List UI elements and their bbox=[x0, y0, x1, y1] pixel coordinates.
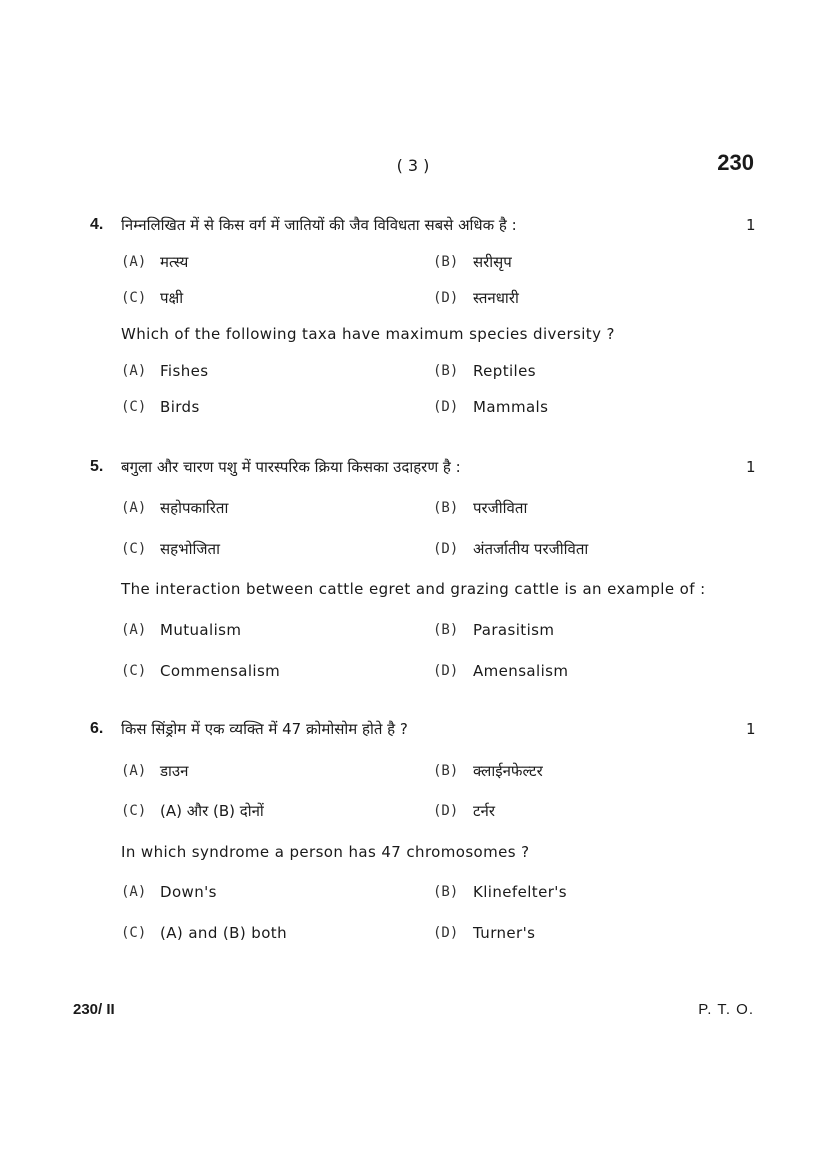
option-label-b: (B) bbox=[433, 363, 459, 379]
option-a-english: Mutualism bbox=[160, 621, 242, 639]
question-marks: 1 bbox=[746, 458, 756, 476]
option-b-hindi: सरीसृप bbox=[473, 253, 512, 271]
option-label-a: (A) bbox=[121, 622, 147, 638]
option-d-english: Turner's bbox=[473, 924, 536, 942]
option-label-c: (C) bbox=[121, 290, 147, 306]
option-c-hindi: पक्षी bbox=[160, 289, 184, 307]
option-label-b: (B) bbox=[433, 622, 459, 638]
option-label-d: (D) bbox=[433, 399, 459, 415]
question-marks: 1 bbox=[746, 720, 756, 738]
option-label-a: (A) bbox=[121, 500, 147, 516]
question-text-hindi: बगुला और चारण पशु में पारस्परिक क्रिया किसका उदाहरण है : bbox=[121, 458, 461, 476]
option-d-hindi: टर्नर bbox=[473, 802, 496, 820]
option-a-hindi: सहोपकारिता bbox=[160, 499, 229, 517]
option-label-c: (C) bbox=[121, 925, 147, 941]
option-b-english: Reptiles bbox=[473, 362, 536, 380]
option-label-a: (A) bbox=[121, 884, 147, 900]
option-c-english: Birds bbox=[160, 398, 200, 416]
question-text-hindi: किस सिंड्रोम में एक व्यक्ति में 47 क्रोमोसोम होते है ? bbox=[121, 720, 408, 738]
option-c-hindi: (A) और (B) दोनों bbox=[160, 802, 264, 820]
option-b-hindi: क्लाईनफेल्टर bbox=[473, 762, 543, 780]
page-number: ( 3 ) bbox=[396, 156, 430, 175]
option-label-b: (B) bbox=[433, 254, 459, 270]
option-c-hindi: सहभोजिता bbox=[160, 540, 220, 558]
option-a-hindi: मत्स्य bbox=[160, 253, 189, 271]
option-label-d: (D) bbox=[433, 541, 459, 557]
option-a-english: Fishes bbox=[160, 362, 209, 380]
question-text-english: Which of the following taxa have maximum species diversity ? bbox=[121, 325, 615, 343]
option-c-english: Commensalism bbox=[160, 662, 281, 680]
question-text-english: In which syndrome a person has 47 chromosomes ? bbox=[121, 843, 530, 861]
option-b-english: Klinefelter's bbox=[473, 883, 567, 901]
option-label-d: (D) bbox=[433, 925, 459, 941]
footer-pto: P. T. O. bbox=[698, 1001, 754, 1018]
option-a-hindi: डाउन bbox=[160, 762, 189, 780]
option-d-english: Mammals bbox=[473, 398, 549, 416]
option-label-a: (A) bbox=[121, 254, 147, 270]
question-text-hindi: निम्नलिखित में से किस वर्ग में जातियों की जैव विविधता सबसे अधिक है : bbox=[121, 216, 517, 234]
question-number: 5. bbox=[90, 458, 104, 475]
option-d-hindi: स्तनधारी bbox=[473, 289, 519, 307]
question-text-english: The interaction between cattle egret and grazing cattle is an example of : bbox=[121, 580, 706, 598]
footer-paper-code: 230/ II bbox=[73, 1001, 115, 1018]
option-label-a: (A) bbox=[121, 763, 147, 779]
option-label-d: (D) bbox=[433, 803, 459, 819]
question-number: 6. bbox=[90, 720, 104, 737]
option-a-english: Down's bbox=[160, 883, 217, 901]
option-label-d: (D) bbox=[433, 290, 459, 306]
option-d-english: Amensalism bbox=[473, 662, 569, 680]
option-label-b: (B) bbox=[433, 884, 459, 900]
option-d-hindi: अंतर्जातीय परजीविता bbox=[473, 540, 589, 558]
option-label-c: (C) bbox=[121, 803, 147, 819]
option-b-english: Parasitism bbox=[473, 621, 555, 639]
option-label-b: (B) bbox=[433, 763, 459, 779]
paper-code: 230 bbox=[717, 150, 754, 175]
option-c-english: (A) and (B) both bbox=[160, 924, 287, 942]
option-b-hindi: परजीविता bbox=[473, 499, 528, 517]
option-label-a: (A) bbox=[121, 363, 147, 379]
option-label-d: (D) bbox=[433, 663, 459, 679]
question-number: 4. bbox=[90, 216, 104, 233]
option-label-c: (C) bbox=[121, 541, 147, 557]
question-marks: 1 bbox=[746, 216, 756, 234]
option-label-c: (C) bbox=[121, 399, 147, 415]
option-label-b: (B) bbox=[433, 500, 459, 516]
option-label-c: (C) bbox=[121, 663, 147, 679]
